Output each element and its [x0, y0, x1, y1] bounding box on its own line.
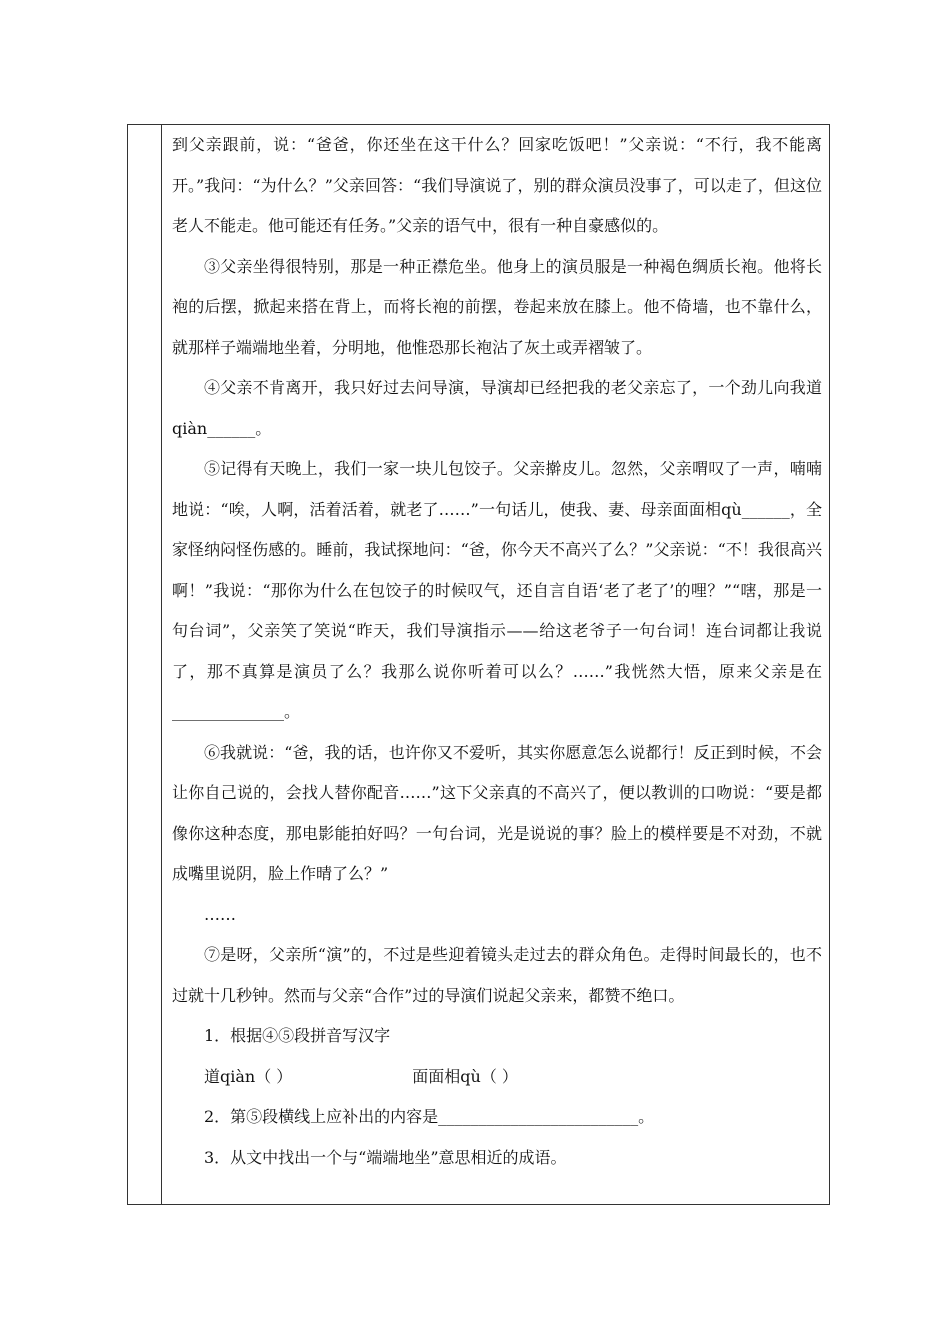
paragraph-3: ③父亲坐得很特别，那是一种正襟危坐。他身上的演员服是一种褐色绸质长袍。他将长袍的后摆，掀起来搭在背上，而将长袍的前摆，卷起来放在膝上。他不倚墙，也不靠什么，就那样子端端地坐着，分明地，他惟恐那长袍沾了灰土或弄褶皱了。 — [172, 256, 822, 357]
question-3: 3．从文中找出一个与“端端地坐”意思相近的成语。 — [204, 1147, 567, 1167]
pinyin-qian-blank[interactable]: 道qiàn（ ） — [204, 1066, 293, 1086]
paragraph-7: ⑦是呀，父亲所“演”的，不过是些迎着镜头走过去的群众角色。走得时间最长的，也不过就十几秒钟。然而与父亲“合作”过的导演们说起父亲来，都赞不绝口。 — [172, 945, 822, 1005]
paragraph-4: ④父亲不肯离开，我只好过去问导演，导演却已经把我的老父亲忘了，一个劲儿向我道qiàn______。 — [172, 378, 822, 438]
document-table — [127, 124, 830, 1205]
table-left-column — [128, 125, 162, 1204]
paragraph-6: ⑥我就说：“爸，我的话，也许你又不爱听，其实你愿意怎么说都行！反正到时候，不会让你自己说的，会找人替你配音……”这下父亲真的不高兴了，便以教训的口吻说：“要是都像你这种态度，那电影能拍好吗？一句台词，光是说说的事？脸上的模样要是不对劲，不就成嘴里说阴，脸上作晴了么？” — [172, 742, 822, 883]
paragraph-continued: 到父亲跟前，说：“爸爸，你还坐在这干什么？回家吃饭吧！”父亲说：“不行，我不能离开。”我问：“为什么？”父亲回答：“我们导演说了，别的群众演员没事了，可以走了，但这位老人不能走。他可能还有任务。”父亲的语气中，很有一种自豪感似的。 — [172, 135, 822, 235]
question-2: 2．第⑤段横线上应补出的内容是_________________________。 — [204, 1107, 655, 1126]
ellipsis-line: …… — [204, 904, 236, 924]
question-1-answers — [172, 1057, 822, 1098]
pinyin-qu-blank[interactable]: 面面相qù（ ） — [412, 1066, 518, 1086]
question-1: 1．根据④⑤段拼音写汉字 — [204, 1026, 391, 1045]
paragraph-5: ⑤记得有天晚上，我们一家一块儿包饺子。父亲擀皮儿。忽然，父亲喟叹了一声，喃喃地说：“唉，人啊，活着活着，就老了……”一句话儿，使我、妻、母亲面面相qù______，全家怪纳闷怪伤感的。睡前，我试探地问：“爸，你今天不高兴了么？”父亲说：“不！我很高兴啊！”我说：“那你为什么在包饺子的时候叹气，还自言自语‘老了老了’的哩？”“嗐，那是一句台词”，父亲笑了笑说“昨天，我们导演指示——给这老爷子一句台词！连台词都让我说了，那不真算是演员了么？我那么说你听着可以么？……”我恍然大悟，原来父亲是在______________。 — [172, 459, 822, 721]
passage-content — [172, 125, 822, 1178]
